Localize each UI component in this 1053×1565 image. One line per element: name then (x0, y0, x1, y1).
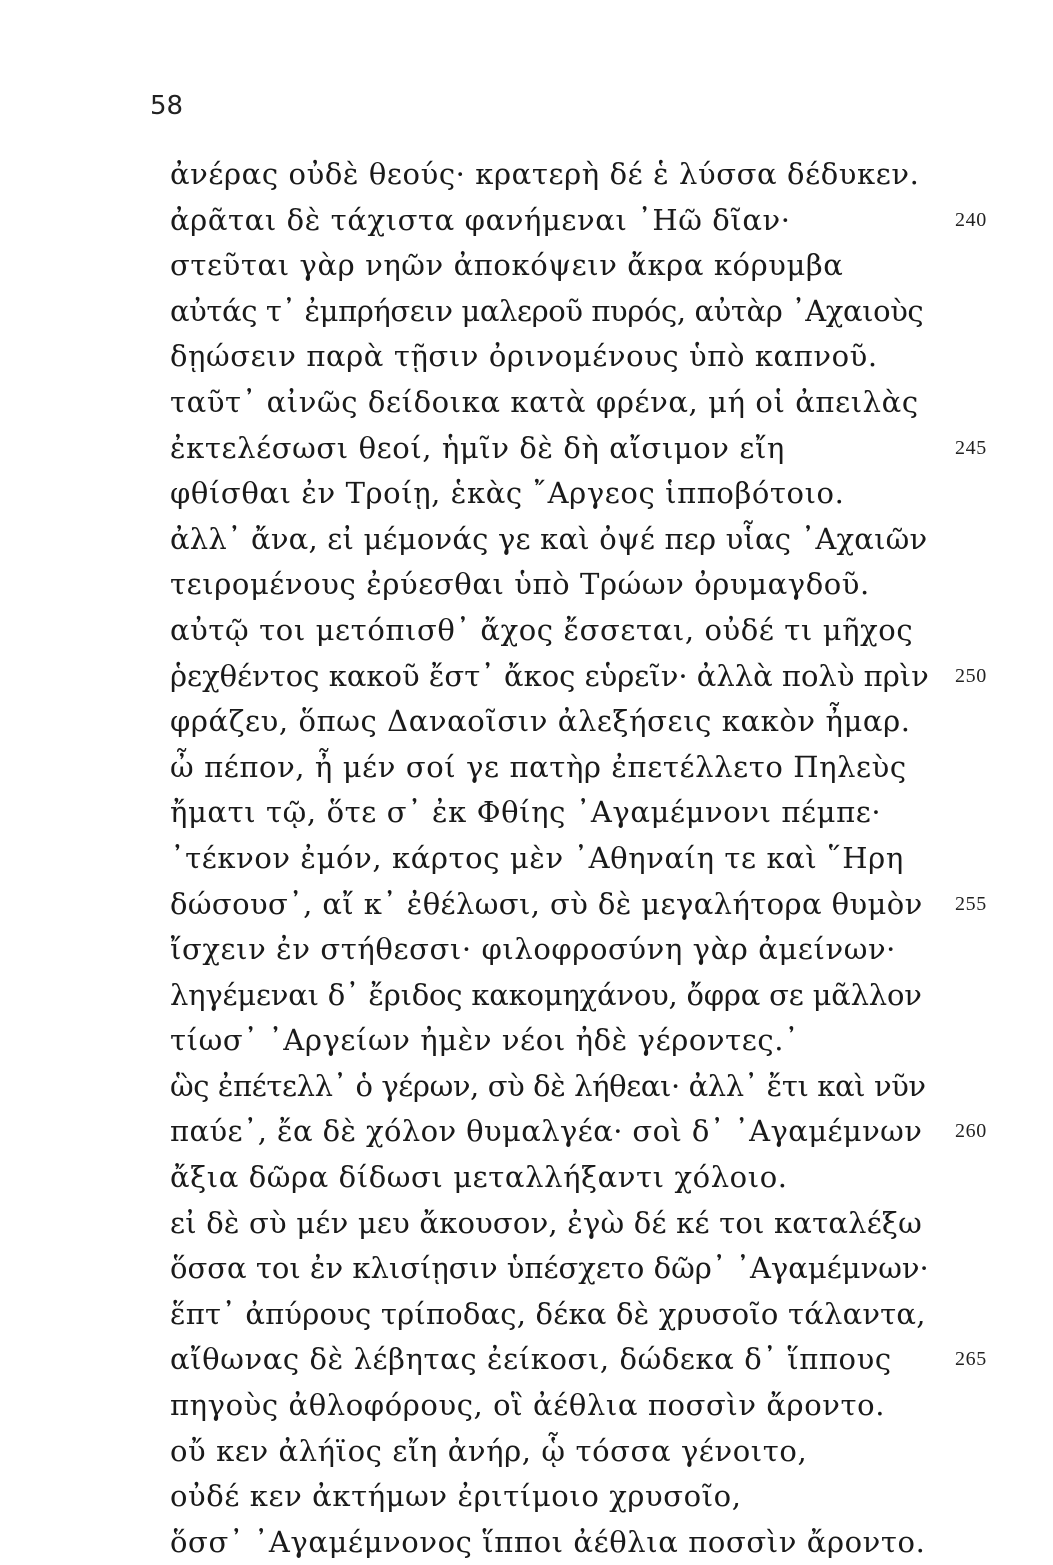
verse-line (170, 608, 1000, 654)
verse-line (170, 654, 1000, 700)
verse-line (170, 882, 1000, 928)
verse-text: στεῦται γὰρ νηῶν ἀποκόψειν ἄκρα κόρυμβα (170, 248, 844, 283)
verse-line (170, 973, 1000, 1019)
verse-line (170, 1201, 1000, 1247)
verse-line (170, 426, 1000, 472)
verse-line (170, 1109, 1000, 1155)
verse-text: ἄξια δῶρα δίδωσι μεταλλήξαντι χόλοιο. (170, 1160, 788, 1195)
verse-text: ὣς ἐπέτελλ᾿ ὁ γέρων, σὺ δὲ λήθεαι· ἀλλ᾿ ἔτι καὶ νῦν (170, 1068, 926, 1103)
line-number: 240 (955, 208, 987, 231)
verse-line (170, 927, 1000, 973)
verse-line (170, 198, 1000, 244)
verse-text: ἀρᾶται δὲ τάχιστα φανήμεναι ᾿Ηῶ δῖαν· (170, 202, 791, 237)
verse-line (170, 1292, 1000, 1338)
verse-block (170, 152, 1000, 1565)
verse-line (170, 745, 1000, 791)
verse-text: ὦ πέπον, ἦ μέν σοί γε πατὴρ ἐπετέλλετο Πηλεὺς (170, 749, 907, 784)
verse-text: ἀνέρας οὐδὲ θεούς· κρατερὴ δέ ἑ λύσσα δέδυκεν. (170, 157, 920, 191)
verse-text: ἕπτ᾿ ἀπύρους τρίποδας, δέκα δὲ χρυσοῖο τάλαντα, (170, 1296, 926, 1331)
verse-line (170, 1337, 1000, 1383)
verse-text: τίωσ᾿ ᾿Αργείων ἠμὲν νέοι ἠδὲ γέροντες.᾿ (170, 1023, 800, 1058)
verse-text: ἀλλ᾿ ἄνα, εἰ μέμονάς γε καὶ ὀψέ περ υἷας ᾿Αχαιῶν (170, 521, 928, 556)
verse-text: φθίσθαι ἐν Τροίῃ, ἑκὰς ῎Αργεος ἱπποβότοιο. (170, 476, 845, 511)
verse-line (170, 1474, 1000, 1520)
verse-text: αὐτάς τ᾿ ἐμπρήσειν μαλεροῦ πυρός, αὐτὰρ ᾿Αχαιοὺς (170, 293, 924, 328)
verse-line (170, 1246, 1000, 1292)
line-number: 250 (955, 664, 987, 687)
verse-text: παύε᾿, ἔα δὲ χόλον θυμαλγέα· σοὶ δ᾿ ᾿Αγαμέμνων (170, 1114, 923, 1149)
verse-text: εἰ δὲ σὺ μέν μευ ἄκουσον, ἐγὼ δέ κέ τοι καταλέξω (170, 1205, 922, 1240)
verse-text: οὐδέ κεν ἀκτήμων ἐριτίμοιο χρυσοῖο, (170, 1479, 742, 1514)
verse-line (170, 562, 1000, 608)
line-number: 255 (955, 892, 987, 915)
verse-text: ταῦτ᾿ αἰνῶς δείδοικα κατὰ φρένα, μή οἱ ἀπειλὰς (170, 384, 919, 419)
verse-text: φράζευ, ὅπως Δαναοῖσιν ἀλεξήσεις κακὸν ἦμαρ. (170, 704, 911, 739)
line-number: 265 (955, 1348, 987, 1371)
page-number: 58 (150, 91, 184, 121)
verse-line (170, 836, 1000, 882)
line-number: 260 (955, 1120, 987, 1143)
verse-line (170, 1155, 1000, 1201)
verse-text: αὐτῷ τοι μετόπισθ᾿ ἄχος ἔσσεται, οὐδέ τι μῆχος (170, 612, 914, 647)
verse-text: ῥεχθέντος κακοῦ ἔστ᾿ ἄκος εὑρεῖν· ἀλλὰ πολὺ πρὶν (170, 658, 929, 693)
verse-line (170, 243, 1000, 289)
verse-text: πηγοὺς ἀθλοφόρους, οἳ ἀέθλια ποσσὶν ἄροντο. (170, 1388, 886, 1423)
verse-line (170, 1383, 1000, 1429)
verse-text: ληγέμεναι δ᾿ ἔριδος κακομηχάνου, ὄφρα σε μᾶλλον (170, 977, 922, 1012)
verse-text: ἤματι τῷ, ὅτε σ᾿ ἐκ Φθίης ᾿Αγαμέμνονι πέμπε· (170, 795, 882, 830)
verse-line (170, 517, 1000, 563)
verse-line (170, 1018, 1000, 1064)
verse-line (170, 699, 1000, 745)
verse-text: αἴθωνας δὲ λέβητας ἐείκοσι, δώδεκα δ᾿ ἵππους (170, 1342, 892, 1377)
verse-line (170, 1520, 1000, 1565)
verse-text: δώσουσ᾿, αἴ κ᾿ ἐθέλωσι, σὺ δὲ μεγαλήτορα θυμὸν (170, 886, 923, 921)
verse-line (170, 1429, 1000, 1475)
verse-text: ὅσσ᾿ ᾿Αγαμέμνονος ἵπποι ἀέθλια ποσσὶν ἄροντο. (170, 1524, 926, 1559)
verse-text: ὅσσα τοι ἐν κλισίῃσιν ὑπέσχετο δῶρ᾿ ᾿Αγαμέμνων· (170, 1251, 929, 1286)
line-number: 245 (955, 436, 987, 459)
verse-line (170, 334, 1000, 380)
verse-text: δῃώσειν παρὰ τῇσιν ὀρινομένους ὑπὸ καπνοῦ. (170, 339, 878, 374)
verse-text: οὔ κεν ἀλήϊος εἴη ἀνήρ, ᾧ τόσσα γένοιτο, (170, 1433, 808, 1468)
verse-text: ἴσχειν ἐν στήθεσσι· φιλοφροσύνη γὰρ ἀμείνων· (170, 932, 896, 967)
verse-text: ᾿τέκνον ἐμόν, κάρτος μὲν ᾿Αθηναίη τε καὶ ῞Ηρη (170, 840, 904, 875)
verse-line (170, 471, 1000, 517)
verse-line (170, 380, 1000, 426)
verse-line (170, 289, 1000, 335)
verse-text: ἐκτελέσωσι θεοί, ἡμῖν δὲ δὴ αἴσιμον εἴη (170, 430, 785, 465)
verse-text: τειρομένους ἐρύεσθαι ὑπὸ Τρώων ὀρυμαγδοῦ. (170, 567, 870, 602)
verse-line (170, 790, 1000, 836)
verse-line (170, 1064, 1000, 1110)
verse-line (170, 152, 1000, 198)
